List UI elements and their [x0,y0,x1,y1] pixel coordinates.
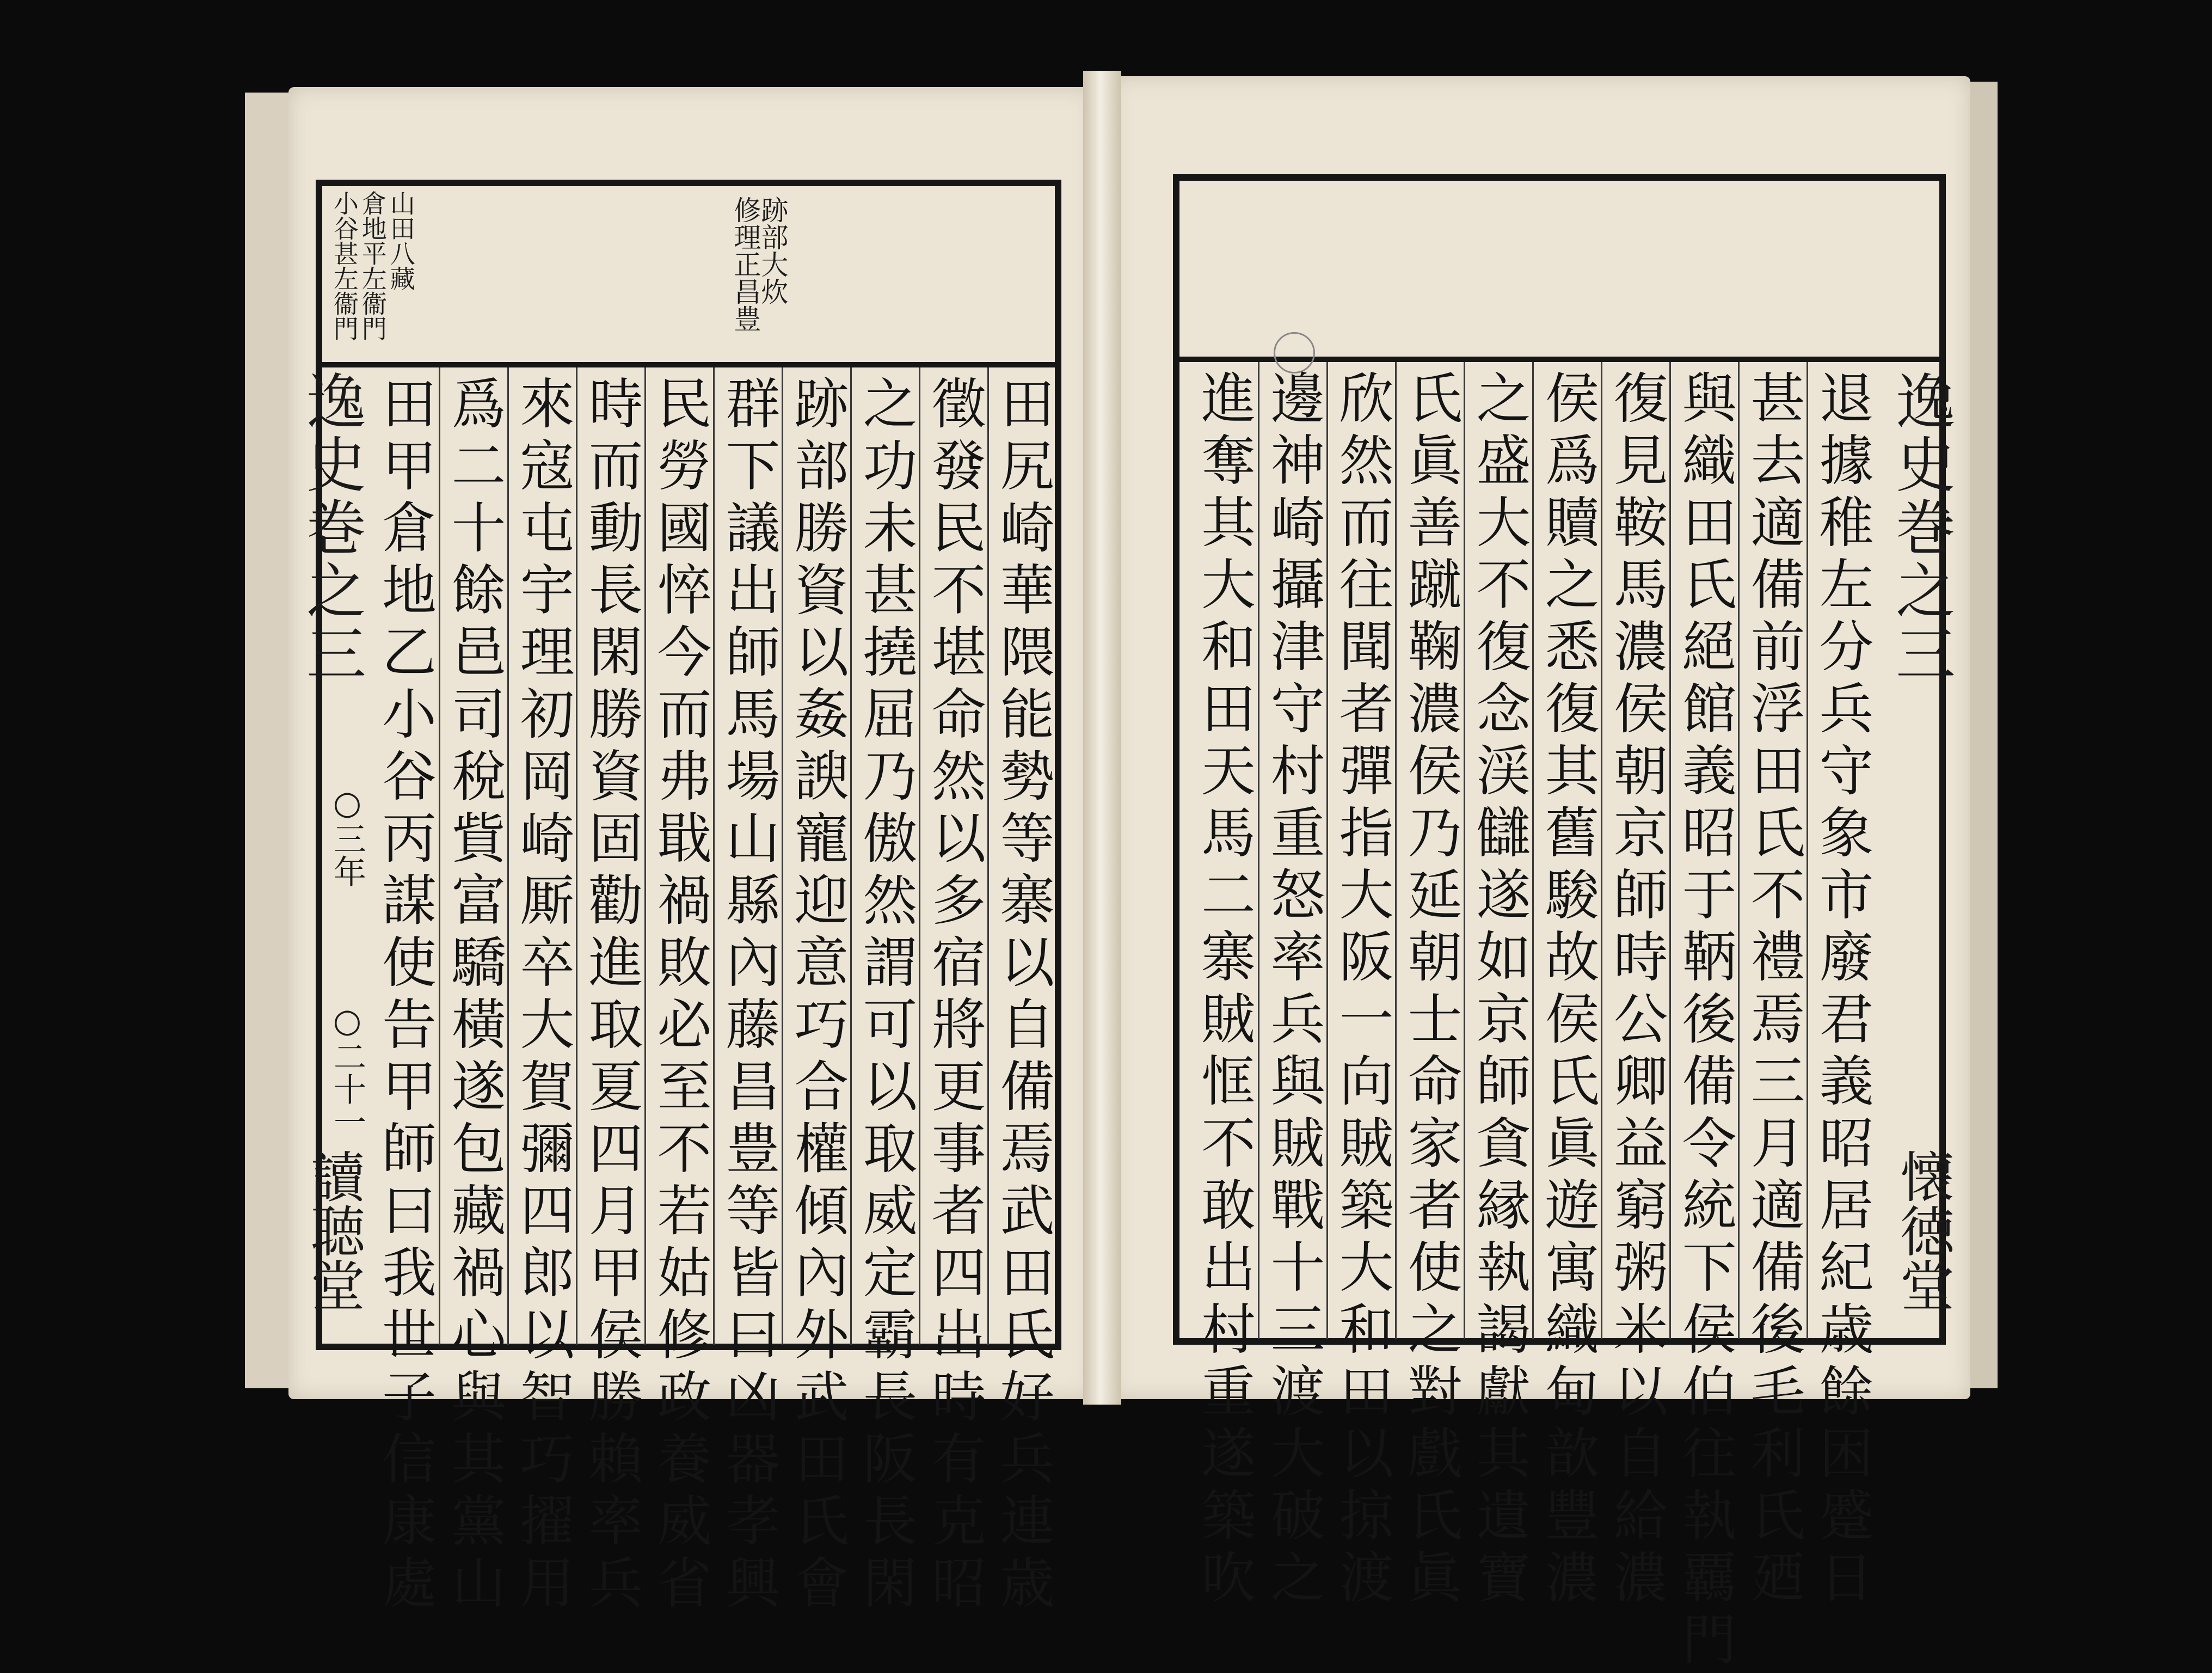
header-note: 山田八藏 [386,191,416,291]
column-text: 退據稚左分兵守象市廢君義昭居紀歳餘困蹙日 [1810,370,1874,1611]
header-note: 跡部大炊 [757,196,789,305]
text-column [1189,362,1258,1611]
column-text: 進奪其大和田天馬二寨賊恇不敢出村重遂築吹 [1192,370,1256,1611]
text-column [1395,362,1464,1611]
column-text: 田甲倉地乙小谷丙謀使告甲師曰我世子信康處 [373,375,437,1616]
year-mark: ○三年 [328,784,366,887]
header-note: 小谷甚左衞門 [329,191,359,341]
column-text: 時而動長閑勝資固勸進取夏四月甲侯勝賴率兵 [579,375,643,1616]
text-column [370,367,439,1616]
left-spine-title: 逸史巻之三 [297,370,366,686]
text-column [507,367,576,1616]
text-column [713,367,782,1616]
right-publisher-mark: 懐徳堂 [1891,1149,1955,1312]
text-column [782,367,850,1616]
left-publisher-mark: 讀聴堂 [302,1149,365,1312]
left-text-columns [370,367,1056,1616]
column-text: 群下議出師馬場山縣內藤昌豊等皆曰凶器孝興 [716,375,781,1616]
column-text: 復見鞍馬濃侯朝京師時公卿益窮粥米以自給濃 [1604,370,1668,1611]
left-header-rule [316,362,1061,367]
column-text: 來寇屯宇理初岡崎厮卒大賀彌四郎以智巧擢用 [511,375,575,1616]
column-text: 侯爲贖之悉復其舊駿故侯氏眞遊寓織甸歆豐濃 [1535,370,1600,1611]
column-text: 之功未甚撓屈乃傲然謂可以取威定霸長阪長閑 [853,375,918,1616]
page-number: ○二十一 [328,1002,366,1138]
text-column [644,367,713,1616]
right-spine-title: 逸史巻之三 [1886,370,1956,686]
text-column [1258,362,1326,1611]
header-note: 修理正昌豊 [729,196,761,332]
column-text: 氏眞善蹴鞠濃侯乃延朝士命家者使之對戲氏眞 [1398,370,1463,1611]
right-text-columns [1189,362,1875,1673]
text-column [576,367,644,1616]
column-text: 邊神崎攝津守村重怒率兵與賊戰十三渡大破之 [1261,370,1325,1611]
text-column [987,367,1056,1616]
text-column [1326,362,1395,1611]
header-note: 倉地平左衞門 [358,191,388,341]
column-text: 徵發民不堪命然以多宿將更事者四出時有克昭 [922,375,986,1616]
text-column [1738,362,1807,1611]
text-column [439,367,507,1616]
column-text: 欣然而往聞者彈指大阪一向賊築大和田以掠渡 [1330,370,1394,1611]
column-text: 甚去適備前浮田氏不禮焉三月適備後毛利氏廼 [1741,370,1805,1611]
column-text: 之盛大不復念渓讎遂如京師貪縁執謁獻其遺寶 [1467,370,1531,1611]
text-column [919,367,987,1616]
text-column [1807,362,1875,1611]
column-text: 民勞國悴今而弗戢禍敗必至不若姑修政養威省 [648,375,712,1616]
text-column [1464,362,1532,1611]
text-column [1532,362,1601,1611]
column-text: 田尻崎華隈能勢等寨以自備焉武田氏好兵連歳 [991,375,1055,1616]
column-text: 跡部勝資以姦諛寵迎意巧合權傾內外武田氏會 [785,375,849,1616]
text-column [1601,362,1669,1611]
book-gutter [1083,71,1121,1405]
column-text: 與織田氏絕館義昭于鞆後備令統下侯伯往執覊門 [1673,370,1737,1673]
text-column [850,367,919,1616]
text-column [1669,362,1738,1673]
column-text: 爲二十餘邑司稅貲富驕橫遂包藏禍心與其黨山 [442,375,506,1616]
